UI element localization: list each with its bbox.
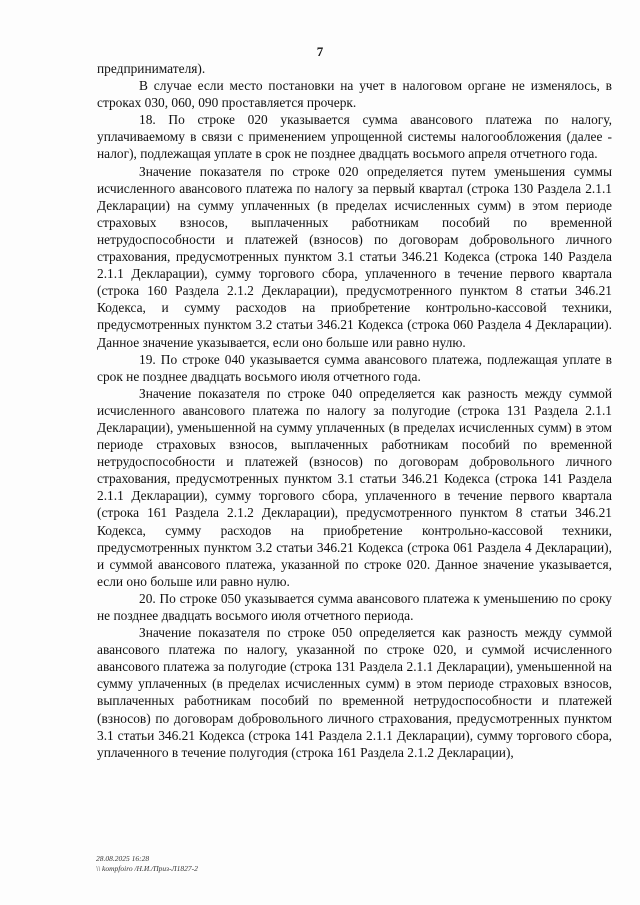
document-footer: [96, 854, 198, 874]
paragraph: В случае если место постановки на учет в налоговом органе не изменялось, в строках 030, 060, 090 проставляется прочерк.: [97, 78, 612, 111]
footer-file-path: \\ kompfoiro /Н.И./Приз-Л1827-2: [96, 864, 198, 873]
paragraph: предпринимателя).: [97, 61, 206, 76]
document-body: [97, 60, 612, 761]
footer-date: 28.08.2025 16:28: [96, 854, 150, 863]
paragraph-item-19: 19. По строке 040 указывается сумма авансового платежа, подлежащая уплате в срок не позднее двадцать восьмого июля отчетного года.: [97, 351, 612, 384]
page-number: 7: [316, 44, 324, 59]
paragraph: Значение показателя по строке 040 определяется как разность между суммой исчисленного авансового платежа по налогу за полугодие (строка 131 Раздела 2.1.1 Декларации), уменьшенной на сумму уплаченных (в пределах исчисленных сумм) в этом периоде страховых взносов, выплаченных работникам пособий по временной нетрудоспособности и платежей (взносов) по договорам добровольного личного страхования, предусмотренных пунктом 3.1 статьи 346.21 Кодекса (строка 141 Раздела 2.1.1 Декларации), сумму торгового сбора, уплаченного в течение первого квартала (строка 161 Раздела 2.1.2 Декларации), предусмотренного пунктом 8 статьи 346.21 Кодекса, сумму расходов на приобретение контрольно-кассовой техники, предусмотренных пунктом 3.2 статьи 346.21 Кодекса (строка 061 Раздела 4 Декларации), и суммой авансового платежа, указанной по строке 020. Данное значение указывается, если оно больше или равно нулю.: [97, 385, 612, 589]
paragraph-item-18: 18. По строке 020 указывается сумма авансового платежа по налогу, уплачиваемому в связи с применением упрощенной системы налогообложения (далее - налог), подлежащая уплате в срок не позднее двадцать восьмого апреля отчетного года.: [97, 112, 612, 162]
paragraph-item-20: 20. По строке 050 указывается сумма авансового платежа к уменьшению по сроку не позднее двадцать восьмого июля отчетного периода.: [97, 590, 612, 623]
paragraph: Значение показателя по строке 050 определяется как разность между суммой авансового платежа по налогу, указанной по строке 020, и суммой исчисленного авансового платежа за полугодие (строка 131 Раздела 2.1.1 Декларации), уменьшенной на сумму уплаченных (в пределах исчисленных сумм) в этом периоде страховых взносов, выплаченных работникам пособий по временной нетрудоспособности и платежей (взносов) по договорам добровольного личного страхования, предусмотренных пунктом 3.1 статьи 346.21 Кодекса (строка 141 Раздела 2.1.1 Декларации), сумму торгового сбора, уплаченного в течение полугодия (строка 161 Раздела 2.1.2 Декларации),: [97, 625, 612, 760]
paragraph: Значение показателя по строке 020 определяется путем уменьшения суммы исчисленного авансового платежа по налогу за первый квартал (строка 130 Раздела 2.1.1 Декларации) на сумму уплаченных (в пределах исчисленных сумм) в этом периоде страховых взносов, выплаченных работникам пособий по временной нетрудоспособности и платежей (взносов) по договорам добровольного личного страхования, предусмотренных пунктом 3.1 статьи 346.21 Кодекса (строка 140 Раздела 2.1.1 Декларации), сумму торгового сбора, уплаченного в течение первого квартала (строка 160 Раздела 2.1.2 Декларации), предусмотренного пунктом 8 статьи 346.21 Кодекса, и сумму расходов на приобретение контрольно-кассовой техники, предусмотренных пунктом 3.2 статьи 346.21 Кодекса (строка 060 Раздела 4 Декларации). Данное значение указывается, если оно больше или равно нулю.: [97, 163, 612, 350]
